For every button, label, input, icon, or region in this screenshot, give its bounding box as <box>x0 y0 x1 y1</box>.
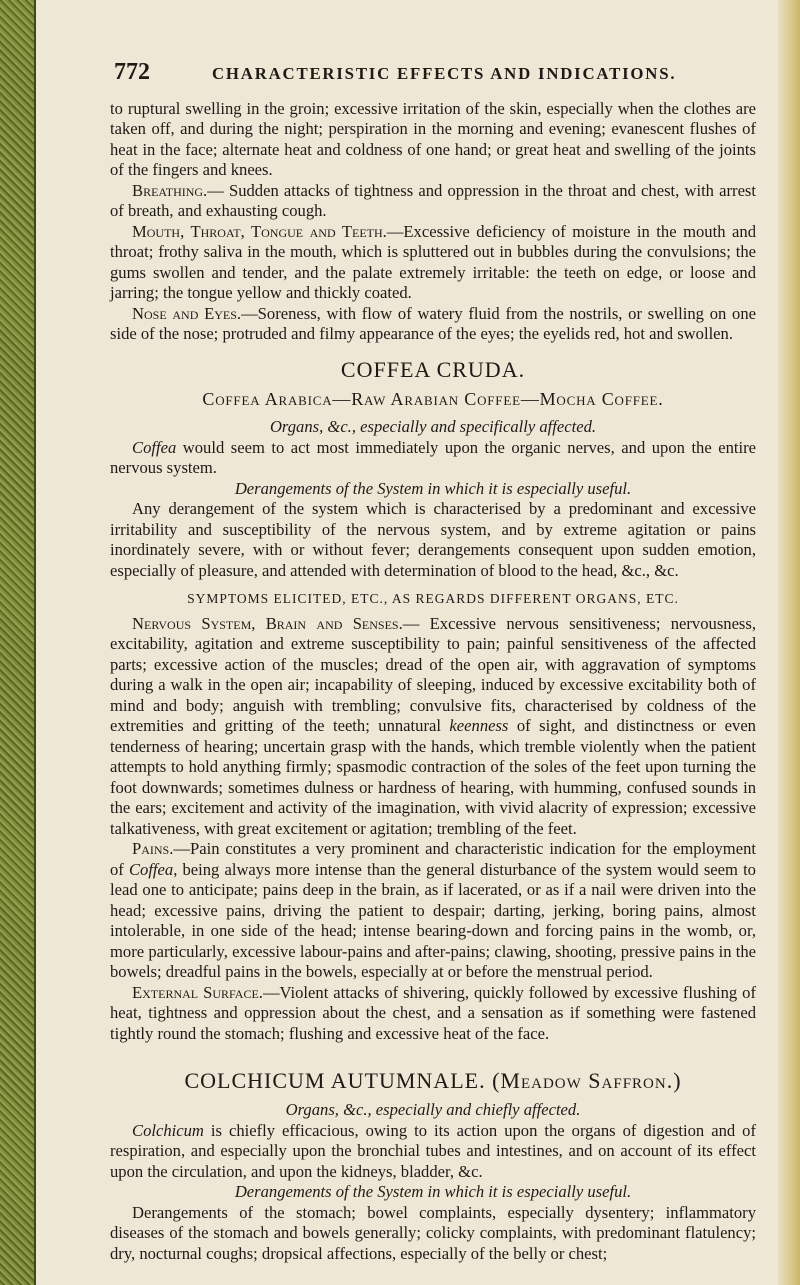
paragraph-text: —Pain constitutes a very prominent and characteristic indication for the employment of <box>110 839 756 879</box>
running-title: CHARACTERISTIC EFFECTS AND INDICATIONS. <box>212 64 677 83</box>
page-number: 772 <box>114 59 150 85</box>
paragraph-nervous <box>110 614 756 840</box>
book-page <box>110 59 756 1264</box>
section-label: Breathing. <box>132 180 208 200</box>
page-header <box>110 59 756 85</box>
paragraph-text: — Excessive nervous sensitiveness; nervousness, excitability, agitation and extreme susceptibility to pain; painful sensitiveness of the affected parts; excessive action of the muscles; dread of the open air, with aggravation of symptoms during a walk in the open air; incapability of sleeping, induced by excessive excitability both of mind and body; anguish with trembling; convulsive fits, characterised by coldness of the extremities and gritting of the teeth; unnatural <box>110 613 756 735</box>
paragraph-pains <box>110 839 756 983</box>
paragraph-text: —Violent attacks of shivering, quickly followed by excessive flushing of heat, tightness and oppression about the chest, and a sensation as if something were fastened tightly round the stomach; flushing and excessive heat of the face. <box>110 982 756 1043</box>
paragraph-nose <box>110 304 756 345</box>
section-label: Nose and Eyes. <box>132 303 242 323</box>
remedy-name: Coffea <box>128 859 174 879</box>
colchicum-title <box>110 1068 756 1094</box>
coffea-derangements-heading: Derangements of the System in which it is especially useful. <box>234 478 632 498</box>
paragraph-text: , being always more intense than the general disturbance of the system would seem to lead one to anticipate; pains deep in the brain, as if lacerated, or as if a nail were driven into the head; excessive pains, driving the patient to despair; darting, jerking, boring pains, almost intolerable, in one side of the head; intense bearing-down and forcing pains in the womb, or, more particularly, excessive labour-pains and after-pains; clawing, shooting, pressive pains in the bowels; dreadful pains in the bowels, especially at or before the menstrual period. <box>110 859 756 981</box>
paragraph-text: — Sudden attacks of tightness and oppression in the throat and chest, with arrest of breath, and exhausting cough. <box>110 180 756 220</box>
page-edge <box>778 0 800 1285</box>
remedy-name: Coffea <box>132 437 177 457</box>
colchicum-organs-heading: Organs, &c., especially and chiefly affected. <box>285 1100 581 1119</box>
coffea-derangements-paragraph: Any derangement of the system which is characterised by a predominant and excessive irritability and susceptibility of the nervous system, and by extreme agitation or pains inordinately severe, with or without fever; derangements consequent upon sudden emotion, especially of pleasure, and attended with determination of blood to the head, &c., &c. <box>110 499 756 580</box>
paragraph-mouth <box>110 222 756 304</box>
section-label: Pains. <box>132 839 174 858</box>
paragraph-text: of sight, and distinctness or even tenderness of hearing; uncertain grasp with the hands, which tremble violently when the patient attempts to hold anything firmly; spasmodic contraction of the soles of the feet upon turning the foot downwards; sometimes dulness or hardness of hearing, with humming, confused sounds in the ears; excitement and activity of the imagination, with vivid alacrity of expression; excessive talkativeness, with great excitement or agitation; trembling of the feet. <box>110 716 756 838</box>
paragraph-text: is chiefly efficacious, owing to its action upon the organs of digestion and of respiration, and especially upon the bronchial tubes and intestines, and on account of its effect upon the circulation, and upon the kidneys, bladder, &c. <box>110 1120 756 1181</box>
colchicum-organs-paragraph <box>110 1121 756 1183</box>
remedy-name: Colchicum <box>132 1120 204 1140</box>
coffea-organs-heading: Organs, &c., especially and specifically affected. <box>269 417 597 436</box>
paragraph-text: would seem to act most immediately upon the organic nerves, and upon the entire nervous system. <box>110 437 756 477</box>
italic-word: keenness <box>449 716 509 735</box>
colchicum-derangements-heading: Derangements of the System in which it is especially useful. <box>234 1182 632 1201</box>
paragraph-external <box>110 983 756 1045</box>
paragraph-text: —Soreness, with flow of watery fluid from the nostrils, or swelling on one side of the nose; protruded and filmy appearance of the eyes; the eyelids red, hot and swollen. <box>110 303 756 343</box>
symptoms-heading: SYMPTOMS ELICITED, ETC., AS REGARDS DIFFERENT ORGANS, ETC. <box>187 591 679 606</box>
colchicum-title-paren: (Meadow Saffron.) <box>492 1068 682 1093</box>
paragraph-text: —Excessive deficiency of moisture in the mouth and throat; frothy saliva in the mouth, which is spluttered out in bubbles during the convulsions; the gums swollen and tender, and the palate extremely irritable: the teeth on edge, or loose and jarring; the tongue yellow and thickly coated. <box>110 221 756 302</box>
colchicum-derangements-paragraph: Derangements of the stomach; bowel complaints, especially dysentery; inflammatory diseases of the stomach and bowels generally; colicky complaints, with predominant flatulency; dry, nocturnal coughs; dropsical affections, especially of the belly or chest; <box>110 1202 756 1263</box>
paragraph-breathing <box>110 181 756 222</box>
coffea-organs-paragraph <box>110 438 756 479</box>
colchicum-title-main: COLCHICUM AUTUMNALE. <box>184 1068 486 1093</box>
section-label: Mouth, Throat, Tongue and Teeth. <box>132 221 387 241</box>
book-binding <box>0 0 36 1285</box>
coffea-title: COFFEA CRUDA. <box>340 356 526 382</box>
section-label: External Surface. <box>132 982 263 1002</box>
section-label: Nervous System, Brain and Senses. <box>132 613 403 633</box>
coffea-subtitle: Coffea Arabica—Raw Arabian Coffee—Mocha Coffee. <box>202 388 664 409</box>
paragraph: to ruptural swelling in the groin; excessive irritation of the skin, especially when the clothes are taken off, and during the night; perspiration in the morning and evening; evanescent flushes of heat in the face; alternate heat and coldness of one hand; or great heat and swelling of the joints of the fingers and knees. <box>110 98 756 179</box>
